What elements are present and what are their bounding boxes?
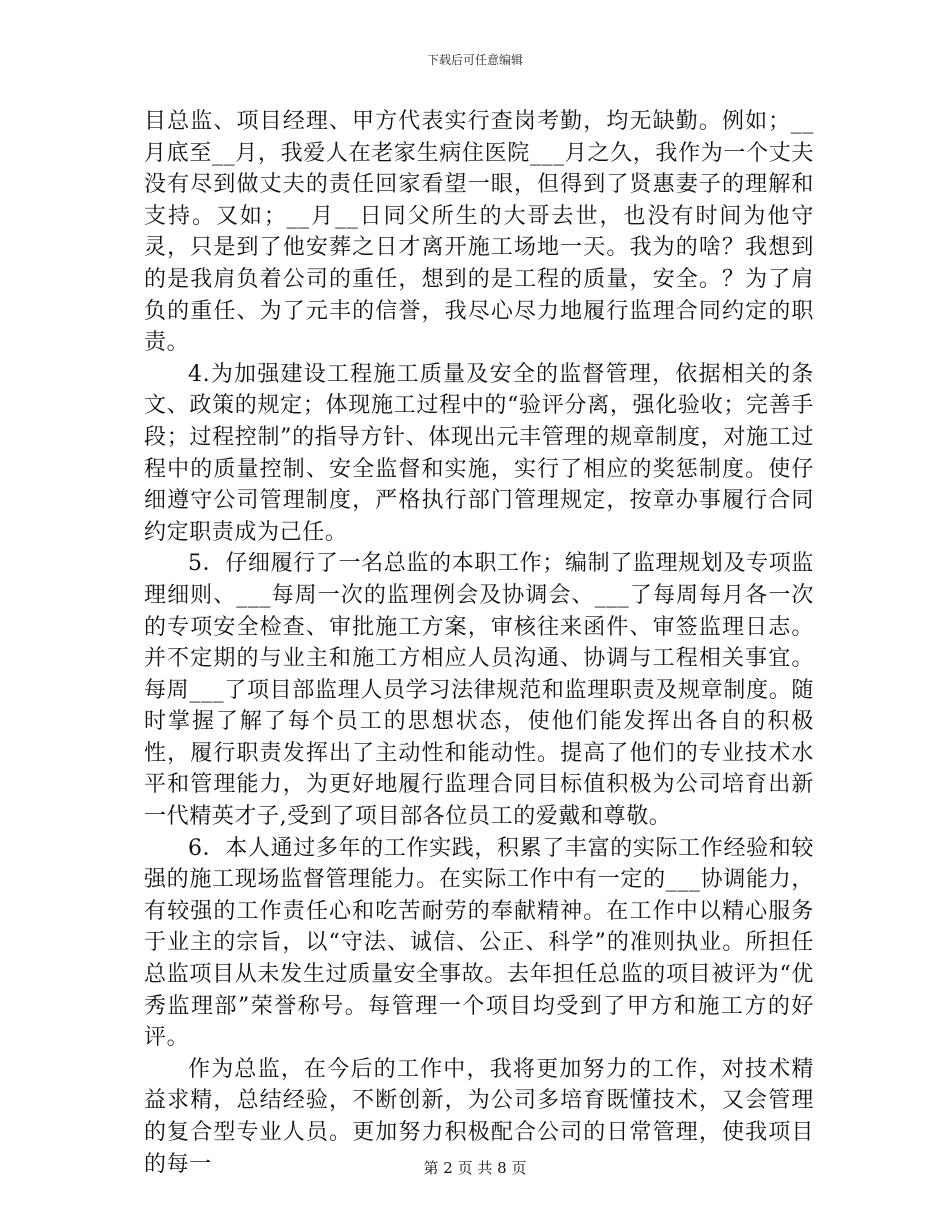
paragraph-item-5: 5．仔细履行了一名总监的本职工作；编制了监理规划及专项监理细则、___每周一次的监理例会及协调会、___了每周每月各一次的专项安全检查、审批施工方案，审核往来函件、审签监理日志。并不定期的与业主和施工方相应人员沟通、协调与工程相关事宜。每周___了项目部监理人员学习法律规范和监理职责及规章制度。随时掌握了解了每个员工的思想状态，使他们能发挥出各自的积极性，履行职责发挥出了主动性和能动性。提高了他们的专业技术水平和管理能力，为更好地履行监理合同目标值积极为公司培育出新一代精英才子,受到了项目部各位员工的爱戴和尊敬。 — [144, 551, 814, 830]
paragraph-continuation: 目总监、项目经理、甲方代表实行查岗考勤，均无缺勤。例如；__月底至__月，我爱人在老家生病住医院___月之久，我作为一个丈夫没有尽到做丈夫的责任回家看望一眼，但得到了贤惠妻子的理解和支持。又如；__月__日同父所生的大哥去世，也没有时间为他守灵，只是到了他安葬之日才离开施工场地一天。我为的啥？我想到的是我肩负着公司的重任，想到的是工程的质量，安全。？为了肩负的重任、为了元丰的信誉，我尽心尽力地履行监理合同约定的职责。 — [144, 109, 814, 356]
paragraph-conclusion: 作为总监，在今后的工作中，我将更加努力的工作，对技术精益求精，总结经验，不断创新，为公司多培育既懂技术，又会管理的复合型专业人员。更加努力积极配合公司的日常管理，使我项目的每一 — [144, 1056, 814, 1177]
page-number: 第 2 页 共 8 页 — [423, 1159, 527, 1177]
paragraph-item-4: 4.为加强建设工程施工质量及安全的监督管理，依据相关的条文、政策的规定；体现施工过程中的“验评分离，强化验收；完善手段；过程控制”的指导方针、体现出元丰管理的规章制度，对施工过程中的质量控制、安全监督和实施，实行了相应的奖惩制度。使仔细遵守公司管理制度，严格执行部门管理规定，按章办事履行合同约定职责成为己任。 — [144, 361, 814, 545]
paragraph-item-6: 6．本人通过多年的工作实践，积累了丰富的实际工作经验和较强的施工现场监督管理能力。在实际工作中有一定的___协调能力，有较强的工作责任心和吃苦耐劳的奉献精神。在工作中以精心服务于业主的宗旨，以“守法、诚信、公正、科学”的准则执业。所担任总监项目从未发生过质量安全事故。去年担任总监的项目被评为“优秀监理部”荣誉称号。每管理一个项目均受到了甲方和施工方的好评。 — [144, 835, 814, 1051]
page-header: 下载后可任意编辑 — [426, 53, 523, 67]
document-body — [144, 106, 814, 1180]
